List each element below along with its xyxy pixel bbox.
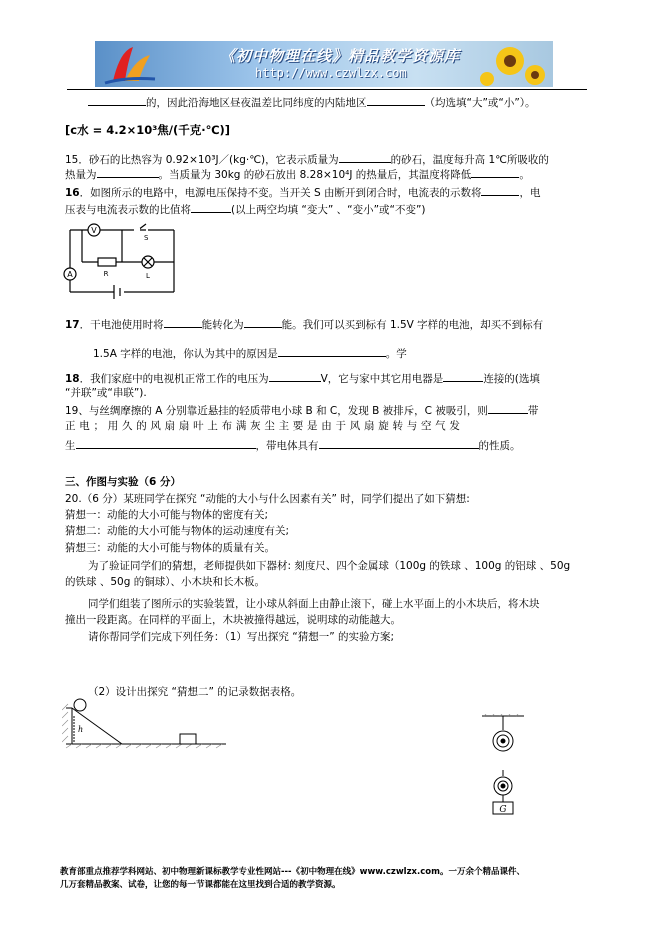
question-18-cont: “并联”或“串联”). [65,387,147,399]
resistor-label: R [103,270,109,278]
footer [60,866,620,892]
blank [481,184,519,196]
question-19-end: 生 ，带电体具有 的性质。 [65,437,521,453]
blank [97,166,159,178]
guess-2: 猜想二：动能的大小可能与物体的运动速度有关; [65,525,290,537]
switch-label: S [144,234,149,242]
question-18: 18．我们家庭中的电视机正常工作的电压为 V，它与家中其它用电器是 连接的(选填 [65,370,540,386]
blank [367,94,425,106]
wood-block-icon [180,734,196,744]
banner-url: http://www.czwlzx.com [255,66,407,80]
paragraph-setup-cont: 撞出一段距离。在同样的平面上，木块被撞得越远，说明球的动能越大。 [65,614,401,626]
formula-specific-heat: [c水 = 4.2×10³焦/(千克·℃)] [65,123,231,137]
blank [269,370,321,382]
voltmeter-label: V [91,226,97,235]
header-rule [67,89,587,90]
hanging-spheres-diagram [478,714,528,816]
guess-1: 猜想一：动能的大小可能与物体的密度有关; [65,509,269,521]
question-19: 19、与丝绸摩擦的 A 分别靠近悬挂的轻质带电小球 B 和 C，发现 B 被排斥，C 被吸引，则 带 [65,402,538,418]
ammeter-label: A [67,270,73,279]
paragraph-equipment-cont: 的铁球 、50g 的铜球）、小木块和长木板。 [65,576,265,588]
circuit-diagram [62,222,182,302]
blank [471,166,519,178]
paragraph-setup: 同学们组装了图所示的实验装置，让小球从斜面上由静止滚下，碰上水平面上的小木块后，将木块 [88,598,540,610]
banner-title: 《初中物理在线》精品教学资源库 [220,47,461,65]
blank [319,437,479,449]
weight-label: G [499,805,507,815]
blank [88,94,146,106]
blank [164,316,202,328]
question-19-cont: 正 电 ； 用 久 的 风 扇 扇 叶 上 布 满 灰 尘 主 要 是 由 于 风 扇 旋 转 与 空 气 发 [65,420,461,432]
question-15-cont: 热量为 。当质量为 30kg 的砂石放出 8.28×10⁴J 的热量后，其温度将降低 。 [65,166,530,182]
blank [278,345,386,357]
blank [488,402,528,414]
blank [339,151,391,163]
question-16: 16．如图所示的电路中，电源电压保持不变。当开关 S 由断开到闭合时，电流表的示数将 ，电 [65,184,540,200]
paragraph-equipment: 为了验证同学们的猜想，老师提供如下器材: 刻度尺、四个金属球（100g 的铁球 、100g 的铝球 、50g [88,560,571,572]
header-banner [95,41,553,87]
footer-line-2: 几万套精品教案、试卷，让您的每一节课都能在这里找到合适的教学资源。 [60,880,341,890]
ramp-diagram [62,698,228,754]
blank [76,437,256,449]
task-1: 请你帮同学们完成下列任务：（1）写出探究 “猜想一” 的实验方案; [88,631,395,643]
section-3-title: 三、作图与实验（6 分） [65,476,181,488]
question-15: 15．砂石的比热容为 0.92×10³J／(kg·℃)，它表示质量为 的砂石，温度每升高 1℃所吸收的 [65,151,549,167]
ball-icon [74,699,86,711]
footer-line-1: 教育部重点推荐学科网站、初中物理新课标教学专业性网站---《初中物理在线》www.czwlzx.com。一万余个精品课件、 [60,867,525,877]
blank [191,201,231,213]
lamp-label: L [146,272,150,280]
line-sea-land: 的，因此沿海地区昼夜温差比同纬度的内陆地区 （均选填“大”或“小”）。 [88,94,536,110]
guess-3: 猜想三：动能的大小可能与物体的质量有关。 [65,542,275,554]
blank [443,370,483,382]
question-17: 17．干电池使用时将 能转化为 能。我们可以买到标有 1.5V 字样的电池，却买不到标有 [65,316,543,332]
task-2: （2）设计出探究 “猜想二” 的记录数据表格。 [88,686,302,698]
question-16-cont: 压表与电流表示数的比值将 (以上两空均填 “变大” 、“变小”或“不变”) [65,201,426,217]
blank [244,316,282,328]
question-20: 20.（6 分）某班同学在探究 “动能的大小与什么因素有关” 时，同学们提出了如下猜想: [65,493,470,505]
question-17-cont: 1.5A 字样的电池，你认为其中的原因是 。学 [93,345,407,361]
height-label: h [78,725,84,734]
